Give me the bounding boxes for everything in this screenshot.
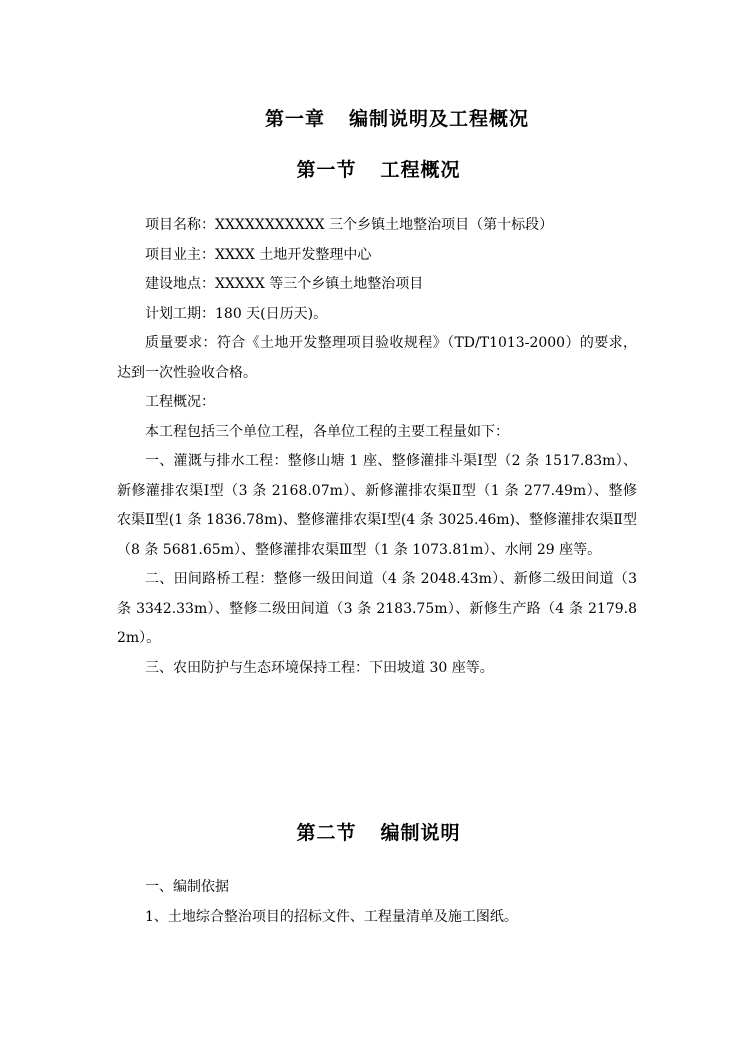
project-owner: 项目业主：XXXX 土地开发整理中心 bbox=[145, 246, 372, 263]
section-1-body bbox=[117, 211, 637, 683]
section-1-title: 工程概况 bbox=[380, 159, 461, 181]
basis-heading: 一、编制依据 bbox=[145, 879, 229, 895]
section-2-title: 编制说明 bbox=[380, 822, 461, 844]
section-1-heading bbox=[0, 155, 744, 182]
road-bridge-works: 二、田间路桥工程：整修一级田间道（4 条 2048.43m）、新修二级田间道（3 条 3342.33m）、整修二级田间道（3 条 2183.75m）、新修生产路（4 条 2179.82m）。 bbox=[117, 571, 637, 646]
quality-requirement: 质量要求：符合《土地开发整理项目验收规程》（TD/T1013-2000）的要求，达到一次性验收合格。 bbox=[117, 335, 637, 381]
basis-item-1: 1、土地综合整治项目的招标文件、工程量清单及施工图纸。 bbox=[145, 908, 518, 925]
irrigation-works: 一、灌溉与排水工程：整修山塘 1 座、整修灌排斗渠Ⅰ型（2 条 1517.83m）、新修灌排农渠Ⅰ型（3 条 2168.07m）、新修灌排农渠Ⅱ型（1 条 277.49m）、整修农渠Ⅱ型(1 条 1836.78m)、整修灌排农渠Ⅰ型(4 条 3025.46m)、整修灌排农渠Ⅱ型（8 条 5681.65m）、整修灌排农渠Ⅲ型（1 条 1073.81m）、水闸 29 座等。 bbox=[117, 453, 637, 558]
project-schedule: 计划工期：180 天(日历天)。 bbox=[145, 305, 328, 322]
protection-works: 三、农田防护与生态环境保持工程：下田坡道 30 座等。 bbox=[145, 659, 494, 676]
project-location: 建设地点：XXXXX 等三个乡镇土地整治项目 bbox=[145, 276, 424, 292]
overview-intro: 本工程包括三个单位工程，各单位工程的主要工程量如下： bbox=[145, 423, 509, 440]
chapter-number: 第一章 bbox=[264, 108, 325, 130]
section-2-heading bbox=[0, 818, 744, 845]
overview-label: 工程概况： bbox=[145, 394, 215, 410]
chapter-heading bbox=[0, 104, 744, 131]
project-name: 项目名称：XXXXXXXXXXX 三个乡镇土地整治项目（第十标段） bbox=[145, 217, 554, 233]
section-1-label: 第一节 bbox=[296, 159, 357, 181]
section-2-label: 第二节 bbox=[296, 822, 357, 844]
section-2-body bbox=[117, 873, 637, 932]
chapter-title: 编制说明及工程概况 bbox=[349, 108, 530, 130]
